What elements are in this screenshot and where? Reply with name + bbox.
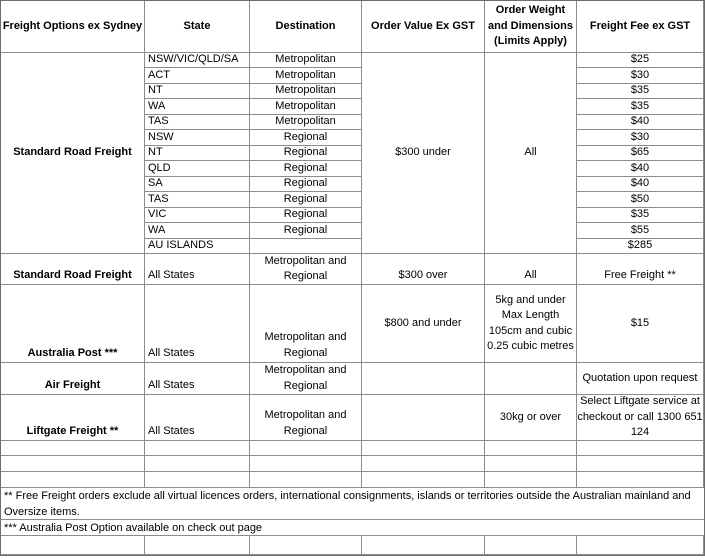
air-freight-order-value (362, 363, 485, 395)
liftgate-order-value (362, 395, 485, 441)
liftgate-label: Liftgate Freight ** (1, 395, 145, 441)
empty-cell (145, 472, 250, 488)
header-freight-fee: Freight Fee ex GST (577, 1, 704, 53)
standard-row-fee: $35 (577, 208, 704, 223)
header-freight-options: Freight Options ex Sydney (1, 1, 145, 53)
standard-row-destination: Metropolitan (250, 84, 362, 99)
standard-row-state: WA (145, 99, 250, 115)
standard-row-state: NSW (145, 130, 250, 146)
empty-cell (250, 441, 362, 456)
empty-cell (362, 441, 485, 456)
empty-cell (577, 456, 704, 472)
standard-free-label: Standard Road Freight (1, 254, 145, 285)
note-free-freight: ** Free Freight orders exclude all virtual licences orders, international consignments, islands or territories outside the Australian mainland and Oversize items. (4, 490, 691, 518)
auspost-state: All States (145, 285, 250, 363)
empty-cell (250, 536, 362, 555)
auspost-fee: $15 (577, 285, 704, 363)
standard-row-state: AU ISLANDS (145, 239, 250, 254)
empty-cell (577, 536, 704, 555)
auspost-label: Australia Post *** (1, 285, 145, 363)
standard-row-state: SA (145, 177, 250, 192)
empty-cell (577, 472, 704, 488)
standard-row-state: VIC (145, 208, 250, 223)
empty-cell (485, 472, 577, 488)
air-freight-fee: Quotation upon request (577, 363, 704, 395)
standard-row-destination: Regional (250, 192, 362, 208)
header-order-value: Order Value Ex GST (362, 1, 485, 53)
empty-cell (362, 456, 485, 472)
standard-weight: All (485, 53, 577, 254)
standard-row-state: TAS (145, 115, 250, 130)
standard-order-value: $300 under (362, 53, 485, 254)
standard-road-freight-label: Standard Road Freight (1, 53, 145, 254)
air-freight-weight (485, 363, 577, 395)
empty-cell (485, 536, 577, 555)
standard-free-fee: Free Freight ** (577, 254, 704, 285)
air-freight-destination: Metropolitan and Regional (250, 363, 362, 395)
standard-row-destination: Regional (250, 177, 362, 192)
standard-row-destination (250, 239, 362, 254)
empty-cell (1, 536, 145, 555)
empty-cell (1, 456, 145, 472)
liftgate-state: All States (145, 395, 250, 441)
standard-row-fee: $25 (577, 53, 704, 68)
liftgate-fee: Select Liftgate service at checkout or call 1300 651 124 (577, 395, 704, 441)
empty-cell (250, 472, 362, 488)
empty-cell (145, 536, 250, 555)
empty-cell (362, 472, 485, 488)
standard-row-destination: Regional (250, 208, 362, 223)
standard-free-weight: All (485, 254, 577, 285)
standard-row-fee: $285 (577, 239, 704, 254)
standard-row-state: NT (145, 84, 250, 99)
auspost-destination: Metropolitan and Regional (250, 285, 362, 363)
standard-row-fee: $65 (577, 146, 704, 161)
auspost-weight: 5kg and under Max Length 105cm and cubic 0.25 cubic metres (485, 285, 577, 363)
note-auspost: *** Australia Post Option available on check out page (4, 522, 263, 534)
standard-row-fee: $35 (577, 99, 704, 115)
header-destination: Destination (250, 1, 362, 53)
standard-row-state: ACT (145, 68, 250, 84)
air-freight-label: Air Freight (1, 363, 145, 395)
standard-row-state: WA (145, 223, 250, 239)
standard-free-destination: Metropolitan and Regional (250, 254, 362, 285)
standard-row-destination: Metropolitan (250, 99, 362, 115)
empty-cell (145, 441, 250, 456)
liftgate-destination: Metropolitan and Regional (250, 395, 362, 441)
standard-row-fee: $30 (577, 68, 704, 84)
standard-row-fee: $50 (577, 192, 704, 208)
empty-cell (362, 536, 485, 555)
empty-cell (250, 456, 362, 472)
standard-row-destination: Regional (250, 223, 362, 239)
empty-cell (485, 441, 577, 456)
auspost-order-value: $800 and under (362, 285, 485, 363)
standard-row-fee: $30 (577, 130, 704, 146)
empty-cell (145, 456, 250, 472)
standard-row-fee: $40 (577, 115, 704, 130)
header-state: State (145, 1, 250, 53)
standard-row-destination: Regional (250, 161, 362, 177)
standard-row-destination: Metropolitan (250, 115, 362, 130)
empty-cell (1, 472, 145, 488)
air-freight-state: All States (145, 363, 250, 395)
standard-row-fee: $40 (577, 161, 704, 177)
standard-row-state: QLD (145, 161, 250, 177)
standard-row-destination: Metropolitan (250, 68, 362, 84)
empty-cell (485, 456, 577, 472)
standard-row-state: NSW/VIC/QLD/SA (145, 53, 250, 68)
header-weight-dimensions: Order Weight and Dimensions (Limits Apply) (485, 1, 577, 53)
standard-free-state: All States (145, 254, 250, 285)
standard-row-destination: Regional (250, 146, 362, 161)
standard-row-fee: $40 (577, 177, 704, 192)
empty-cell (1, 441, 145, 456)
liftgate-weight: 30kg or over (485, 395, 577, 441)
standard-row-fee: $55 (577, 223, 704, 239)
empty-cell (577, 441, 704, 456)
standard-row-state: NT (145, 146, 250, 161)
standard-row-fee: $35 (577, 84, 704, 99)
standard-free-order-value: $300 over (362, 254, 485, 285)
standard-row-state: TAS (145, 192, 250, 208)
standard-row-destination: Regional (250, 130, 362, 146)
standard-row-destination: Metropolitan (250, 53, 362, 68)
